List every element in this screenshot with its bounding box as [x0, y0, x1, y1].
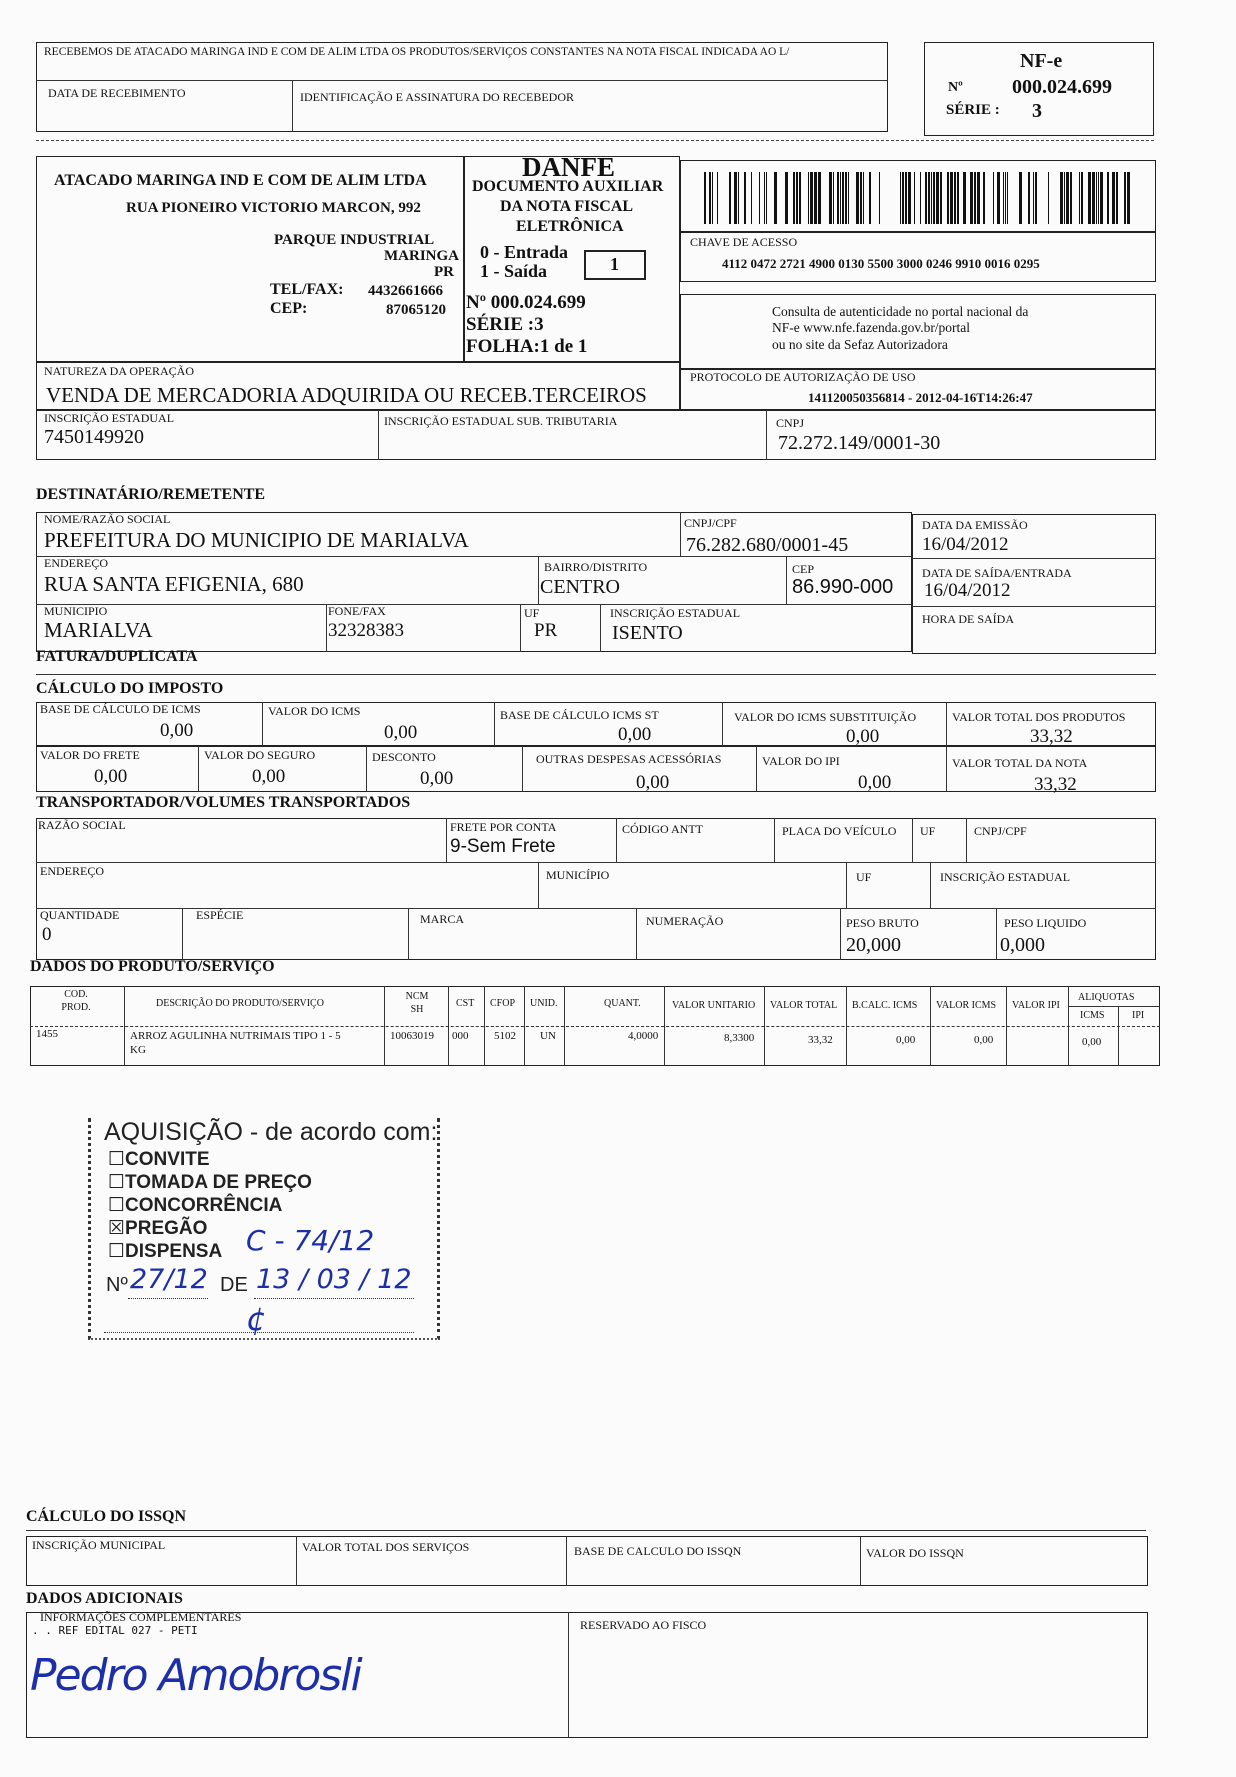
ie-st-label: INSCRIÇÃO ESTADUAL SUB. TRIBUTARIA — [384, 414, 618, 428]
barcode-bar — [954, 172, 956, 224]
barcode-bar — [869, 172, 871, 224]
carimbo-de-label: DE — [220, 1274, 248, 1296]
carimbo-pregao-label: PREGÃO — [125, 1218, 208, 1239]
barcode-bar — [845, 172, 847, 224]
barcode-bar — [709, 172, 711, 224]
barcode-bar — [905, 172, 907, 224]
ie-label: INSCRIÇÃO ESTADUAL — [44, 411, 175, 425]
carimbo-rubrica: ¢ — [246, 1300, 267, 1338]
carimbo-convite-label: CONVITE — [125, 1149, 210, 1170]
barcode-bar — [1081, 172, 1083, 224]
issqn-bc-label: BASE DE CALCULO DO ISSQN — [574, 1544, 742, 1558]
transp-uf-label: UF — [920, 824, 936, 838]
carimbo-dispensa: ☐DISPENSA — [108, 1241, 223, 1262]
barcode-bar — [997, 172, 1000, 224]
emitente-cep-label: CEP: — [270, 300, 308, 317]
barcode-bar — [977, 172, 980, 224]
item-ncm: 10063019 — [390, 1030, 434, 1042]
barcode-bar — [920, 172, 921, 224]
item-quant: 4,0000 — [628, 1030, 659, 1042]
barcode-bar — [799, 172, 801, 224]
barcode-bar — [1033, 172, 1034, 224]
item-vunit: 8,3300 — [724, 1032, 755, 1044]
desconto-label: DESCONTO — [372, 750, 436, 764]
cut-line — [36, 140, 1154, 141]
v-prod-value: 33,32 — [1030, 726, 1073, 747]
transp-peso-liq-value: 0,000 — [1000, 934, 1045, 956]
v-st-value: 0,00 — [846, 726, 880, 747]
dest-endereco-label: ENDEREÇO — [44, 556, 108, 570]
barcode-bar — [1112, 172, 1115, 224]
dest-cep: 86.990-000 — [792, 576, 894, 598]
ie-value: 7450149920 — [44, 426, 144, 448]
col-vicms: VALOR ICMS — [936, 1000, 997, 1011]
barcode-bar — [1092, 172, 1095, 224]
barcode-bar — [764, 172, 765, 224]
col-vunit: VALOR UNITARIO — [672, 1000, 756, 1011]
transp-numeracao-label: NUMERAÇÃO — [646, 914, 724, 928]
info-comp-value: . . REF EDITAL 027 - PETI — [32, 1624, 198, 1637]
dest-saida-label: DATA DE SAÍDA/ENTRADA — [922, 566, 1072, 580]
transp-municipio-label: MUNICÍPIO — [546, 868, 610, 882]
barcode-bar — [717, 172, 718, 224]
item-unid: UN — [540, 1030, 556, 1042]
cnpj-value: 72.272.149/0001-30 — [778, 432, 941, 454]
barcode-bar — [933, 172, 935, 224]
barcode-bar — [940, 172, 942, 224]
seguro-label: VALOR DO SEGURO — [204, 748, 316, 762]
dest-nome-label: NOME/RAZÃO SOCIAL — [44, 512, 171, 526]
consulta-linha2: NF-e www.nfe.fazenda.gov.br/portal — [772, 320, 971, 335]
dest-bairro: CENTRO — [540, 576, 620, 598]
barcode-bar — [734, 172, 737, 224]
danfe-linha3: ELETRÔNICA — [516, 218, 624, 235]
carimbo-numero: 27/12 — [130, 1264, 208, 1295]
barcode-bar — [993, 172, 994, 224]
transp-especie-label: ESPÉCIE — [196, 908, 244, 922]
nfe-serie: 3 — [1032, 100, 1042, 122]
danfe-serie: SÉRIE :3 — [466, 314, 544, 335]
consulta-linha1: Consulta de autenticidade no portal nacional da — [772, 304, 1029, 319]
item-desc2: KG — [130, 1044, 146, 1056]
emitente-tel: 4432661666 — [368, 283, 443, 299]
dest-municipio-label: MUNICIPIO — [44, 604, 108, 618]
transp-marca-label: MARCA — [420, 912, 465, 926]
barcode-bar — [704, 172, 706, 224]
col-cst: CST — [456, 998, 475, 1009]
produtos-title: DADOS DO PRODUTO/SERVIÇO — [30, 958, 275, 975]
barcode-bar — [860, 172, 862, 224]
barcode-bar — [1096, 172, 1097, 224]
dest-ie: ISENTO — [612, 622, 683, 644]
transp-uf2-label: UF — [856, 870, 872, 884]
issqn-im-label: INSCRIÇÃO MUNICIPAL — [32, 1538, 166, 1552]
danfe-numero: Nº 000.024.699 — [466, 292, 586, 313]
issqn-title: CÁLCULO DO ISSQN — [26, 1508, 187, 1525]
barcode-bar — [928, 172, 930, 224]
carimbo-tomada: ☐TOMADA DE PREÇO — [108, 1172, 312, 1193]
col-desc: DESCRIÇÃO DO PRODUTO/SERVIÇO — [156, 998, 324, 1009]
transp-frete-label: FRETE POR CONTA — [450, 820, 557, 834]
barcode-bar — [793, 172, 795, 224]
barcode-bar — [840, 172, 841, 224]
barcode-bar — [1124, 172, 1126, 224]
v-prod-label: VALOR TOTAL DOS PRODUTOS — [952, 710, 1126, 724]
fisco-label: RESERVADO AO FISCO — [580, 1618, 707, 1632]
v-st-label: VALOR DO ICMS SUBSTITUIÇÃO — [734, 710, 917, 724]
barcode-bar — [808, 172, 809, 224]
item-vtotal: 33,32 — [808, 1034, 833, 1046]
transportador-box — [36, 818, 1156, 960]
nfe-numero-label: Nº — [948, 80, 963, 95]
barcode-bar — [900, 172, 901, 224]
barcode-bar — [914, 172, 915, 224]
nfe-label: NF-e — [1020, 50, 1063, 72]
dest-saida: 16/04/2012 — [924, 580, 1011, 601]
ipi-value: 0,00 — [858, 772, 892, 793]
barcode-bar — [738, 172, 739, 224]
adicionais-title: DADOS ADICIONAIS — [26, 1590, 183, 1607]
dest-cnpj: 76.282.680/0001-45 — [686, 534, 849, 556]
col-cod — [56, 988, 96, 1014]
barcode-bar — [1005, 172, 1006, 224]
barcode-bar — [970, 172, 973, 224]
frete-value: 0,00 — [94, 766, 128, 787]
barcode-bar — [957, 172, 959, 224]
barcode-bar — [983, 172, 985, 224]
chave-label: CHAVE DE ACESSO — [690, 235, 798, 249]
outras-value: 0,00 — [636, 772, 670, 793]
imposto-title: CÁLCULO DO IMPOSTO — [36, 680, 224, 697]
bc-icms-value: 0,00 — [160, 720, 194, 741]
carimbo-tomada-label: TOMADA DE PREÇO — [125, 1172, 312, 1193]
transp-ie-label: INSCRIÇÃO ESTADUAL — [940, 870, 1071, 884]
barcode-bar — [1070, 172, 1072, 224]
transp-peso-bruto-value: 20,000 — [846, 934, 901, 956]
protocolo-value: 141120050356814 - 2012-04-16T14:26:47 — [808, 390, 1033, 405]
barcode-bar — [947, 172, 949, 224]
col-aliquotas: ALIQUOTAS — [1078, 992, 1135, 1003]
barcode-bar — [810, 172, 813, 224]
danfe-linha1: DOCUMENTO AUXILIAR — [472, 178, 664, 195]
dest-uf: PR — [534, 620, 558, 641]
outras-label: OUTRAS DESPESAS ACESSÓRIAS — [536, 752, 722, 766]
barcode-bar — [766, 172, 767, 224]
carimbo-data: 13 / 03 / 12 — [256, 1264, 412, 1295]
col-unid: UNID. — [530, 998, 558, 1009]
v-icms-label: VALOR DO ICMS — [268, 704, 361, 718]
item-cfop: 5102 — [494, 1030, 516, 1042]
barcode-bar — [774, 172, 777, 224]
cnpj-label: CNPJ — [776, 416, 805, 430]
carimbo-numero-label: Nº — [106, 1274, 128, 1296]
dest-uf-label: UF — [524, 606, 540, 620]
barcode-bar — [712, 172, 713, 224]
danfe-linha2: DA NOTA FISCAL — [500, 198, 634, 215]
barcode-bar — [1048, 172, 1049, 224]
issqn-v-label: VALOR DO ISSQN — [866, 1546, 964, 1560]
barcode-bar — [1060, 172, 1063, 224]
col-aliq-icms: ICMS — [1080, 1010, 1105, 1021]
dest-ie-label: INSCRIÇÃO ESTADUAL — [610, 606, 741, 620]
emitente-nome: ATACADO MARINGA IND E COM DE ALIM LTDA — [54, 172, 427, 189]
barcode-bar — [1064, 172, 1065, 224]
danfe-title: DANFE — [522, 152, 615, 182]
transp-endereco-label: ENDEREÇO — [40, 864, 104, 878]
nfe-numero: 000.024.699 — [1012, 76, 1112, 98]
v-nota-label: VALOR TOTAL DA NOTA — [952, 756, 1088, 770]
col-bc: B.CALC. ICMS — [852, 1000, 918, 1011]
bc-st-label: BASE DE CÁLCULO ICMS ST — [500, 708, 659, 722]
emitente-uf: PR — [434, 264, 454, 280]
emitente-bairro: PARQUE INDUSTRIAL — [274, 232, 435, 248]
frete-label: VALOR DO FRETE — [40, 748, 140, 762]
barcode-bar — [759, 172, 760, 224]
col-cfop: CFOP — [490, 998, 516, 1009]
dest-emissao-label: DATA DA EMISSÃO — [922, 518, 1028, 532]
barcode-bar — [1079, 172, 1080, 224]
col-vipi: VALOR IPI — [1012, 1000, 1060, 1011]
carimbo-pregao: ☒PREGÃO — [108, 1218, 208, 1239]
col-vtotal: VALOR TOTAL — [770, 1000, 838, 1011]
barcode-bar — [974, 172, 976, 224]
barcode-bar — [1007, 172, 1008, 224]
transp-qtd-label: QUANTIDADE — [40, 908, 120, 922]
barcode-bar — [1035, 172, 1037, 224]
barcode-bar — [863, 172, 864, 224]
dest-emissao: 16/04/2012 — [922, 534, 1009, 555]
bc-st-value: 0,00 — [618, 724, 652, 745]
carimbo-linha1: AQUISIÇÃO - de acordo com: — [104, 1118, 438, 1146]
barcode-bar — [1116, 172, 1118, 224]
transp-antt-label: CÓDIGO ANTT — [622, 822, 703, 836]
barcode-bar — [879, 172, 880, 224]
v-nota-value: 33,32 — [1034, 774, 1077, 795]
dest-cnpj-label: CNPJ/CPF — [684, 516, 737, 530]
barcode-bar — [950, 172, 953, 224]
dest-municipio: MARIALVA — [44, 618, 153, 642]
transp-placa-label: PLACA DO VEÍCULO — [782, 824, 897, 838]
info-comp-label: INFORMAÇÕES COMPLEMENTARES — [40, 1610, 242, 1624]
transp-qtd-value: 0 — [42, 924, 52, 945]
barcode-bar — [1066, 172, 1069, 224]
emitente-endereco: RUA PIONEIRO VICTORIO MARCON, 992 — [126, 200, 421, 216]
col-ncm: NCM SH — [405, 991, 429, 1015]
col-cod-label: COD. PROD. — [61, 989, 91, 1013]
dest-fone-label: FONE/FAX — [328, 604, 386, 618]
barcode-bar — [936, 172, 939, 224]
fatura-title: FATURA/DUPLICATA — [36, 648, 198, 665]
carimbo-concorrencia-label: CONCORRÊNCIA — [125, 1195, 283, 1216]
desconto-value: 0,00 — [420, 768, 454, 789]
natureza-value: VENDA DE MERCADORIA ADQUIRIDA OU RECEB.TERCEIROS — [46, 383, 647, 407]
seguro-value: 0,00 — [252, 766, 286, 787]
barcode-bar — [1028, 172, 1030, 224]
barcode-bar — [829, 172, 832, 224]
emitente-tel-label: TEL/FAX: — [270, 281, 344, 298]
emitente-cep: 87065120 — [386, 302, 446, 318]
barcode-bar — [856, 172, 859, 224]
barcode-bar — [1107, 172, 1109, 224]
barcode-bar — [833, 172, 834, 224]
barcode-bar — [729, 172, 731, 224]
barcode-bar — [925, 172, 927, 224]
carimbo-concorrencia: ☐CONCORRÊNCIA — [108, 1195, 283, 1216]
issqn-vserv-label: VALOR TOTAL DOS SERVIÇOS — [302, 1540, 470, 1554]
barcode-bar — [1127, 172, 1130, 224]
ipi-label: VALOR DO IPI — [762, 754, 840, 768]
barcode-bar — [1100, 172, 1103, 224]
dest-nome: PREFEITURA DO MUNICIPIO DE MARIALVA — [44, 528, 469, 552]
carimbo-dispensa-label: DISPENSA — [125, 1241, 223, 1262]
carimbo-anotacao: C - 74/12 — [246, 1224, 375, 1257]
v-icms-value: 0,00 — [384, 722, 418, 743]
destinatario-title: DESTINATÁRIO/REMETENTE — [36, 486, 266, 503]
barcode-bar — [931, 172, 932, 224]
emitente-cidade: MARINGA — [384, 248, 459, 264]
danfe-saida: 1 - Saída — [480, 261, 548, 281]
canhoto-recebemos-text: RECEBEMOS DE ATACADO MARINGA IND E COM DE ALIM LTDA OS PRODUTOS/SERVIÇOS CONSTANTES NA NOTA FISCAL INDICADA AO L/ — [44, 46, 790, 58]
barcode-bar — [902, 172, 904, 224]
consulta-linha3: ou no site da Sefaz Autorizadora — [772, 337, 948, 352]
barcode-bar — [848, 172, 849, 224]
nfe-serie-label: SÉRIE : — [946, 102, 1000, 118]
barcode-bar — [814, 172, 817, 224]
barcode-bar — [1098, 172, 1099, 224]
dest-hora-label: HORA DE SAÍDA — [922, 612, 1015, 626]
col-quant: QUANT. — [604, 998, 641, 1009]
barcode-bar — [785, 172, 788, 224]
danfe-folha: FOLHA:1 de 1 — [466, 336, 588, 357]
dest-cep-label: CEP — [792, 562, 815, 576]
barcode-bar — [818, 172, 821, 224]
dest-endereco: RUA SANTA EFIGENIA, 680 — [44, 572, 304, 596]
item-aliq: 0,00 — [1082, 1036, 1102, 1048]
barcode-bar — [1019, 172, 1022, 224]
col-aliq-ipi: IPI — [1132, 1010, 1145, 1021]
transportador-title: TRANSPORTADOR/VOLUMES TRANSPORTADOS — [36, 794, 411, 811]
barcode-bar — [963, 172, 966, 224]
item-bc: 0,00 — [896, 1034, 916, 1046]
transp-razao-label: RAZÃO SOCIAL — [38, 818, 126, 832]
item-desc1: ARROZ AGULINHA NUTRIMAIS TIPO 1 - 5 — [130, 1030, 341, 1042]
transp-frete-value: 9-Sem Frete — [450, 836, 556, 857]
protocolo-label: PROTOCOLO DE AUTORIZAÇÃO DE USO — [690, 370, 916, 384]
transp-cnpj-label: CNPJ/CPF — [974, 824, 1027, 838]
dest-fone: 32328383 — [328, 620, 404, 641]
tipo-operacao-value: 1 — [610, 254, 619, 274]
barcode-bar — [908, 172, 911, 224]
bc-icms-label: BASE DE CÁLCULO DE ICMS — [40, 702, 201, 716]
barcode-bar — [1003, 172, 1004, 224]
danfe-entrada: 0 - Entrada — [480, 242, 569, 262]
item-cst: 000 — [452, 1030, 469, 1042]
barcode-bar — [837, 172, 839, 224]
chave-value: 4112 0472 2721 4900 0130 5500 3000 0246 9910 0016 0295 — [722, 256, 1040, 271]
barcode-icon — [704, 172, 1130, 224]
dest-bairro-label: BAIRRO/DISTRITO — [544, 560, 648, 574]
barcode-bar — [744, 172, 746, 224]
transp-peso-bruto-label: PESO BRUTO — [846, 916, 919, 930]
item-cod: 1455 — [36, 1028, 58, 1040]
barcode-bar — [796, 172, 798, 224]
transp-peso-liq-label: PESO LIQUIDO — [1004, 916, 1087, 930]
barcode-bar — [842, 172, 844, 224]
barcode-bar — [751, 172, 752, 224]
natureza-label: NATUREZA DA OPERAÇÃO — [44, 364, 195, 378]
identificacao-recebedor-label: IDENTIFICAÇÃO E ASSINATURA DO RECEBEDOR — [300, 90, 575, 104]
carimbo-convite: ☐CONVITE — [108, 1149, 210, 1170]
data-recebimento-label: DATA DE RECEBIMENTO — [48, 86, 186, 100]
assinatura: Pedro Amobrosli — [30, 1650, 361, 1701]
item-vicms: 0,00 — [974, 1034, 994, 1046]
barcode-bar — [1088, 172, 1091, 224]
